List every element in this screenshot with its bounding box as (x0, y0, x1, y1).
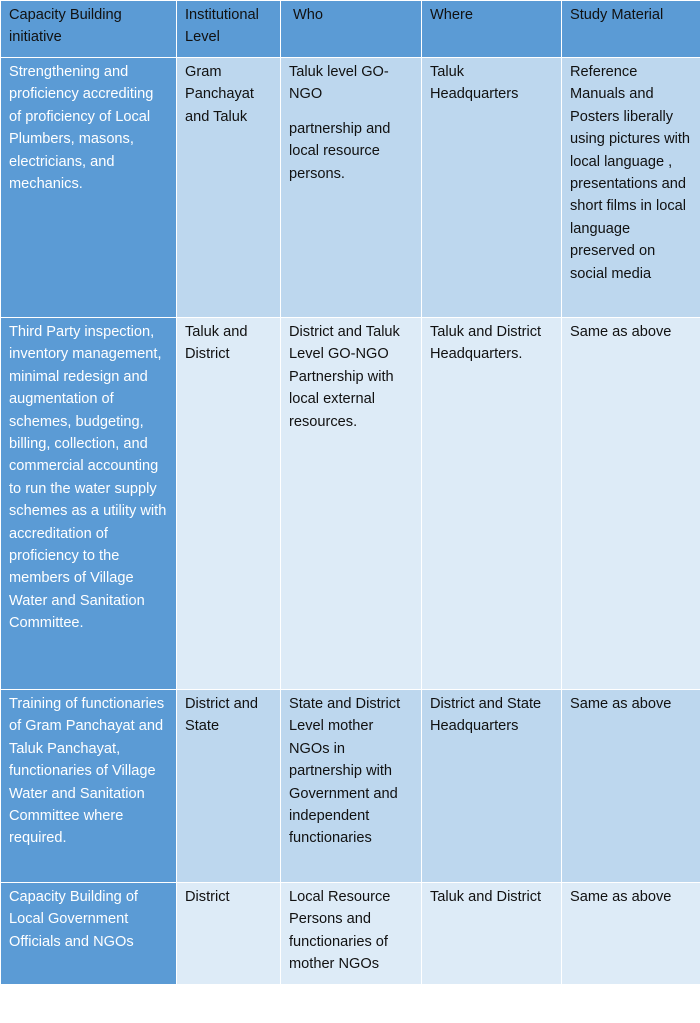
initiative-cell: Strengthening and proficiency accrediting of proficiency of Local Plumbers, masons, electricians, and mechanics. (1, 58, 177, 318)
where-cell: Taluk Headquarters (422, 58, 562, 318)
table-row (1, 58, 700, 318)
material-cell: Reference Manuals and Posters liberally using pictures with local language , presentations and short films in local language preserved on social media (562, 58, 700, 318)
who-cell (281, 58, 422, 318)
material-cell: Same as above (562, 883, 700, 985)
table-row (1, 883, 700, 985)
level-cell: District and State (177, 690, 281, 883)
who-text: State and District Level mother NGOs in partnership with Government and independent functionaries (289, 696, 401, 847)
where-cell: Taluk and District (422, 883, 562, 985)
header-who: Who (281, 1, 422, 58)
who-cell (281, 690, 422, 883)
initiative-cell: Capacity Building of Local Government Officials and NGOs (1, 883, 177, 985)
header-initiative: Capacity Building initiative (1, 1, 177, 58)
who-text: Taluk level GO-NGO (289, 64, 389, 103)
level-cell: Gram Panchayat and Taluk (177, 58, 281, 318)
header-row (1, 1, 700, 58)
header-level: Institutional Level (177, 1, 281, 58)
where-cell: Taluk and District Headquarters. (422, 318, 562, 690)
level-cell: District (177, 883, 281, 985)
who-text: District and Taluk Level GO-NGO Partnership with local external resources. (289, 324, 400, 430)
level-cell: Taluk and District (177, 318, 281, 690)
header-study-material: Study Material (562, 1, 700, 58)
who-cell (281, 883, 422, 985)
who-text: partnership and local resource persons. (289, 120, 391, 182)
header-where: Where (422, 1, 562, 58)
where-cell: District and State Headquarters (422, 690, 562, 883)
initiative-cell: Third Party inspection, inventory management, minimal redesign and augmentation of schemes, budgeting, billing, collection, and commercial accounting to run the water supply schemes as a utility with accreditation of proficiency to the members of Village Water and Sanitation Committee. (1, 318, 177, 690)
material-cell: Same as above (562, 318, 700, 690)
table-row (1, 318, 700, 690)
initiative-cell: Training of functionaries of Gram Panchayat and Taluk Panchayat, functionaries of Village Water and Sanitation Committee where required. (1, 690, 177, 883)
who-cell (281, 318, 422, 690)
material-cell: Same as above (562, 690, 700, 883)
who-text: Local Resource Persons and functionaries of mother NGOs (289, 889, 391, 973)
table-row (1, 690, 700, 883)
